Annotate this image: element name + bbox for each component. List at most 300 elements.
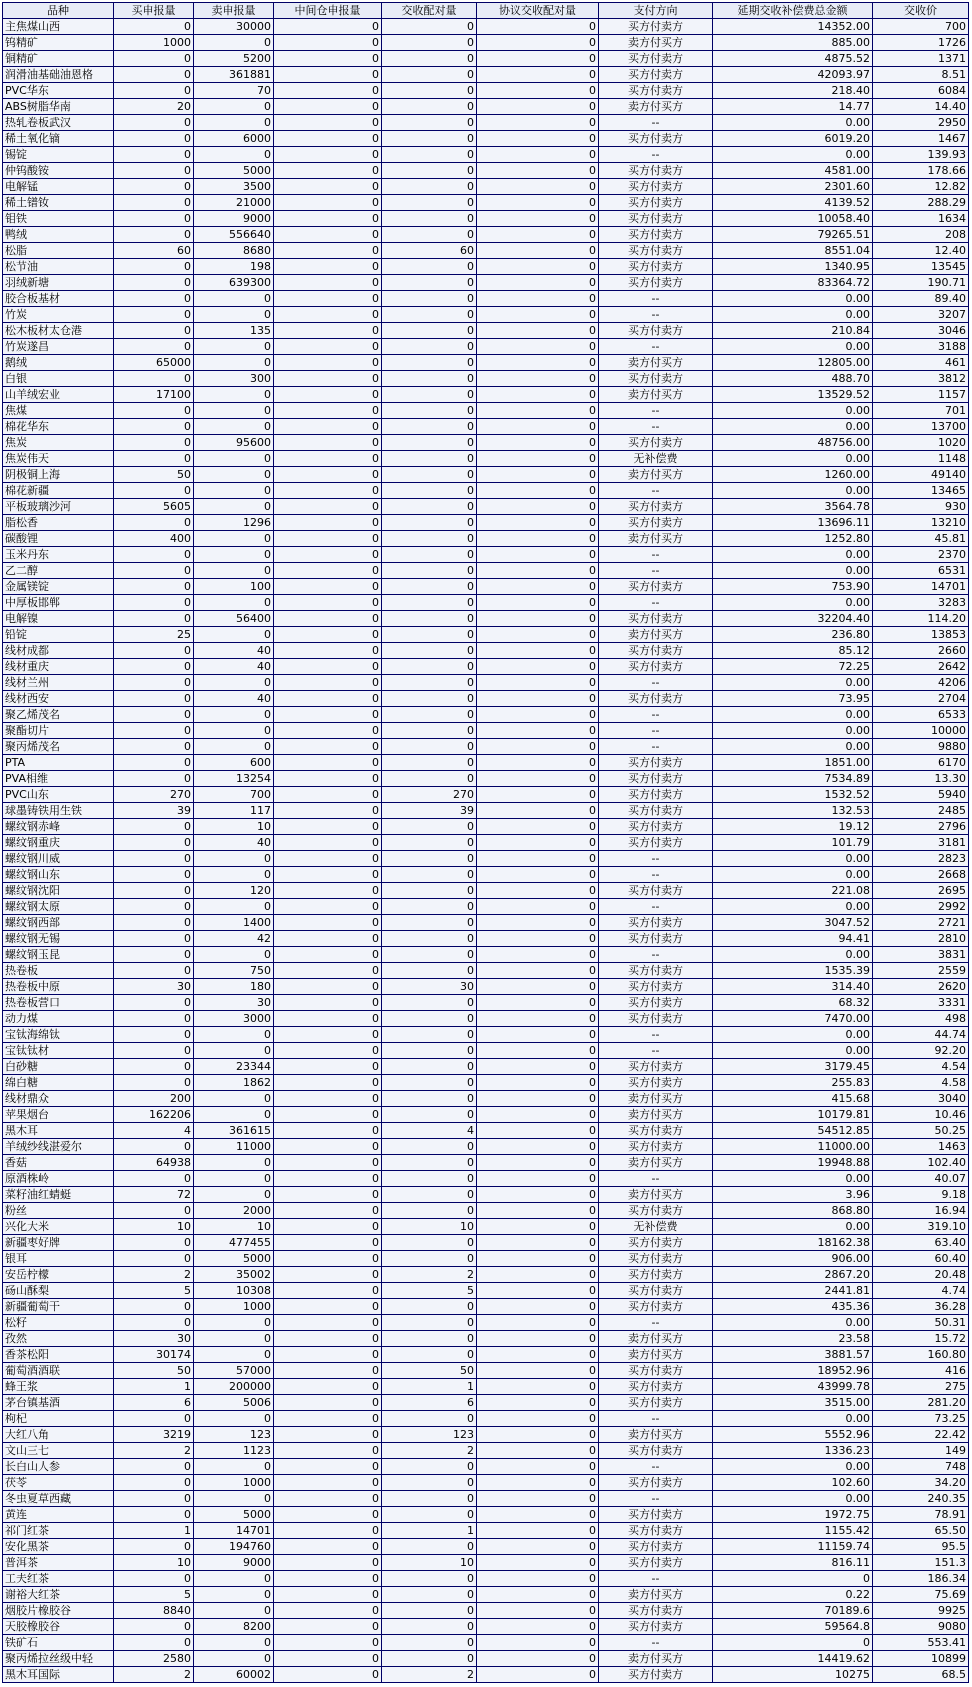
cell-variety: 聚酯切片 <box>3 723 114 739</box>
cell-compensation-total: 70189.6 <box>713 1603 873 1619</box>
cell-delivery-price: 15.72 <box>873 1331 969 1347</box>
cell-agreement-qty: 0 <box>477 1603 599 1619</box>
cell-mid-qty: 0 <box>274 467 382 483</box>
cell-pay-direction: -- <box>599 147 713 163</box>
cell-pay-direction: -- <box>599 307 713 323</box>
cell-variety: 原酒株岭 <box>3 1171 114 1187</box>
cell-buy-qty: 0 <box>114 19 194 35</box>
cell-pay-direction: 买方付卖方 <box>599 1123 713 1139</box>
cell-mid-qty: 0 <box>274 563 382 579</box>
cell-sell-qty: 0 <box>194 115 274 131</box>
cell-mid-qty: 0 <box>274 771 382 787</box>
cell-mid-qty: 0 <box>274 963 382 979</box>
table-row <box>3 19 969 35</box>
cell-sell-qty: 639300 <box>194 275 274 291</box>
cell-compensation-total: 7470.00 <box>713 1011 873 1027</box>
cell-variety: 动力煤 <box>3 1011 114 1027</box>
cell-mid-qty: 0 <box>274 339 382 355</box>
cell-matched-qty: 123 <box>382 1427 477 1443</box>
cell-agreement-qty: 0 <box>477 1059 599 1075</box>
cell-pay-direction: 买方付卖方 <box>599 579 713 595</box>
cell-mid-qty: 0 <box>274 67 382 83</box>
cell-delivery-price: 10000 <box>873 723 969 739</box>
cell-pay-direction: 买方付卖方 <box>599 1475 713 1491</box>
cell-matched-qty: 0 <box>382 771 477 787</box>
cell-sell-qty: 0 <box>194 1459 274 1475</box>
cell-matched-qty: 0 <box>382 451 477 467</box>
table-row <box>3 1507 969 1523</box>
cell-delivery-price: 208 <box>873 227 969 243</box>
cell-buy-qty: 0 <box>114 899 194 915</box>
cell-matched-qty: 0 <box>382 99 477 115</box>
cell-mid-qty: 0 <box>274 259 382 275</box>
cell-mid-qty: 0 <box>274 947 382 963</box>
cell-mid-qty: 0 <box>274 691 382 707</box>
cell-pay-direction: -- <box>599 1635 713 1651</box>
cell-delivery-price: 3331 <box>873 995 969 1011</box>
cell-agreement-qty: 0 <box>477 979 599 995</box>
cell-matched-qty: 0 <box>382 1475 477 1491</box>
cell-matched-qty: 0 <box>382 707 477 723</box>
cell-matched-qty: 0 <box>382 1139 477 1155</box>
cell-agreement-qty: 0 <box>477 1171 599 1187</box>
table-row <box>3 723 969 739</box>
cell-buy-qty: 0 <box>114 611 194 627</box>
cell-mid-qty: 0 <box>274 115 382 131</box>
cell-mid-qty: 0 <box>274 627 382 643</box>
cell-buy-qty: 0 <box>114 739 194 755</box>
cell-compensation-total: 1336.23 <box>713 1443 873 1459</box>
cell-matched-qty: 0 <box>382 819 477 835</box>
cell-buy-qty: 1 <box>114 1379 194 1395</box>
cell-compensation-total: 5552.96 <box>713 1427 873 1443</box>
cell-agreement-qty: 0 <box>477 1251 599 1267</box>
cell-buy-qty: 6 <box>114 1395 194 1411</box>
cell-matched-qty: 0 <box>382 387 477 403</box>
cell-compensation-total: 32204.40 <box>713 611 873 627</box>
cell-mid-qty: 0 <box>274 243 382 259</box>
cell-compensation-total: 0.00 <box>713 1171 873 1187</box>
table-row <box>3 691 969 707</box>
cell-pay-direction: -- <box>599 899 713 915</box>
cell-buy-qty: 0 <box>114 515 194 531</box>
table-row <box>3 963 969 979</box>
table-row <box>3 1347 969 1363</box>
cell-compensation-total: 18162.38 <box>713 1235 873 1251</box>
cell-matched-qty: 0 <box>382 851 477 867</box>
cell-compensation-total: 1155.42 <box>713 1523 873 1539</box>
cell-delivery-price: 13700 <box>873 419 969 435</box>
cell-mid-qty: 0 <box>274 659 382 675</box>
table-row <box>3 563 969 579</box>
cell-variety: 稀土镨钕 <box>3 195 114 211</box>
cell-mid-qty: 0 <box>274 579 382 595</box>
cell-compensation-total: 0.00 <box>713 1027 873 1043</box>
cell-buy-qty: 0 <box>114 1171 194 1187</box>
cell-compensation-total: 4139.52 <box>713 195 873 211</box>
cell-variety: 线材鼎众 <box>3 1091 114 1107</box>
cell-matched-qty: 0 <box>382 51 477 67</box>
cell-sell-qty: 0 <box>194 1331 274 1347</box>
cell-compensation-total: 85.12 <box>713 643 873 659</box>
table-row <box>3 915 969 931</box>
cell-compensation-total: 1972.75 <box>713 1507 873 1523</box>
cell-delivery-price: 6084 <box>873 83 969 99</box>
cell-pay-direction: -- <box>599 851 713 867</box>
cell-mid-qty: 0 <box>274 1091 382 1107</box>
cell-mid-qty: 0 <box>274 1155 382 1171</box>
table-row <box>3 611 969 627</box>
cell-buy-qty: 0 <box>114 227 194 243</box>
cell-compensation-total: 94.41 <box>713 931 873 947</box>
cell-variety: PVC华东 <box>3 83 114 99</box>
cell-mid-qty: 0 <box>274 1507 382 1523</box>
cell-buy-qty: 0 <box>114 835 194 851</box>
col-header-agreement-qty: 协议交收配对量 <box>477 3 599 19</box>
cell-compensation-total: 0.00 <box>713 403 873 419</box>
cell-mid-qty: 0 <box>274 707 382 723</box>
cell-compensation-total: 101.79 <box>713 835 873 851</box>
cell-buy-qty: 1 <box>114 1523 194 1539</box>
cell-agreement-qty: 0 <box>477 803 599 819</box>
cell-variety: 螺纹钢玉昆 <box>3 947 114 963</box>
cell-sell-qty: 30000 <box>194 19 274 35</box>
cell-mid-qty: 0 <box>274 1459 382 1475</box>
cell-variety: 黄连 <box>3 1507 114 1523</box>
cell-compensation-total: 218.40 <box>713 83 873 99</box>
table-row <box>3 1619 969 1635</box>
cell-mid-qty: 0 <box>274 899 382 915</box>
cell-variety: 螺纹钢重庆 <box>3 835 114 851</box>
cell-compensation-total: 19.12 <box>713 819 873 835</box>
cell-variety: 兴化大米 <box>3 1219 114 1235</box>
cell-delivery-price: 2660 <box>873 643 969 659</box>
cell-sell-qty: 0 <box>194 1587 274 1603</box>
cell-pay-direction: 买方付卖方 <box>599 771 713 787</box>
cell-buy-qty: 0 <box>114 115 194 131</box>
cell-compensation-total: 0.00 <box>713 291 873 307</box>
cell-variety: 松脂 <box>3 243 114 259</box>
cell-delivery-price: 114.20 <box>873 611 969 627</box>
cell-agreement-qty: 0 <box>477 787 599 803</box>
cell-pay-direction: -- <box>599 947 713 963</box>
cell-agreement-qty: 0 <box>477 499 599 515</box>
cell-sell-qty: 95600 <box>194 435 274 451</box>
cell-mid-qty: 0 <box>274 83 382 99</box>
table-row <box>3 83 969 99</box>
cell-mid-qty: 0 <box>274 1571 382 1587</box>
cell-pay-direction: -- <box>599 563 713 579</box>
table-row <box>3 1011 969 1027</box>
cell-mid-qty: 0 <box>274 387 382 403</box>
cell-pay-direction: -- <box>599 707 713 723</box>
cell-delivery-price: 34.20 <box>873 1475 969 1491</box>
cell-variety: 苹果烟台 <box>3 1107 114 1123</box>
cell-variety: 黑木耳国际 <box>3 1667 114 1683</box>
cell-agreement-qty: 0 <box>477 1379 599 1395</box>
table-row <box>3 1123 969 1139</box>
table-row <box>3 435 969 451</box>
cell-compensation-total: 906.00 <box>713 1251 873 1267</box>
cell-variety: 螺纹钢西部 <box>3 915 114 931</box>
cell-buy-qty: 0 <box>114 595 194 611</box>
cell-matched-qty: 0 <box>382 163 477 179</box>
cell-compensation-total: 0.00 <box>713 451 873 467</box>
table-row <box>3 579 969 595</box>
cell-agreement-qty: 0 <box>477 1395 599 1411</box>
cell-delivery-price: 12.40 <box>873 243 969 259</box>
cell-buy-qty: 0 <box>114 1075 194 1091</box>
cell-pay-direction: 买方付卖方 <box>599 323 713 339</box>
cell-mid-qty: 0 <box>274 1107 382 1123</box>
cell-agreement-qty: 0 <box>477 755 599 771</box>
cell-delivery-price: 13545 <box>873 259 969 275</box>
cell-agreement-qty: 0 <box>477 1267 599 1283</box>
cell-delivery-price: 13.30 <box>873 771 969 787</box>
cell-delivery-price: 3283 <box>873 595 969 611</box>
cell-delivery-price: 2796 <box>873 819 969 835</box>
cell-pay-direction: 买方付卖方 <box>599 835 713 851</box>
cell-delivery-price: 10899 <box>873 1651 969 1667</box>
cell-sell-qty: 40 <box>194 691 274 707</box>
cell-delivery-price: 65.50 <box>873 1523 969 1539</box>
cell-matched-qty: 0 <box>382 259 477 275</box>
cell-compensation-total: 0.00 <box>713 147 873 163</box>
cell-pay-direction: -- <box>599 291 713 307</box>
cell-buy-qty: 0 <box>114 1411 194 1427</box>
cell-agreement-qty: 0 <box>477 451 599 467</box>
cell-variety: 脂松香 <box>3 515 114 531</box>
cell-compensation-total: 4581.00 <box>713 163 873 179</box>
cell-delivery-price: 5940 <box>873 787 969 803</box>
cell-sell-qty: 0 <box>194 1027 274 1043</box>
cell-pay-direction: 买方付卖方 <box>599 1075 713 1091</box>
cell-sell-qty: 35002 <box>194 1267 274 1283</box>
cell-compensation-total: 1535.39 <box>713 963 873 979</box>
cell-agreement-qty: 0 <box>477 339 599 355</box>
cell-sell-qty: 0 <box>194 483 274 499</box>
table-row <box>3 531 969 547</box>
cell-mid-qty: 0 <box>274 1555 382 1571</box>
cell-compensation-total: 10179.81 <box>713 1107 873 1123</box>
cell-matched-qty: 6 <box>382 1395 477 1411</box>
cell-compensation-total: 11000.00 <box>713 1139 873 1155</box>
cell-delivery-price: 553.41 <box>873 1635 969 1651</box>
cell-buy-qty: 0 <box>114 1235 194 1251</box>
cell-compensation-total: 0.00 <box>713 547 873 563</box>
table-row <box>3 739 969 755</box>
cell-variety: 工夫红茶 <box>3 1571 114 1587</box>
cell-matched-qty: 1 <box>382 1379 477 1395</box>
table-row <box>3 1539 969 1555</box>
cell-sell-qty: 0 <box>194 339 274 355</box>
cell-agreement-qty: 0 <box>477 595 599 611</box>
cell-buy-qty: 0 <box>114 163 194 179</box>
cell-sell-qty: 750 <box>194 963 274 979</box>
cell-matched-qty: 0 <box>382 147 477 163</box>
cell-buy-qty: 0 <box>114 275 194 291</box>
cell-sell-qty: 0 <box>194 595 274 611</box>
cell-matched-qty: 0 <box>382 659 477 675</box>
cell-pay-direction: 买方付卖方 <box>599 211 713 227</box>
cell-mid-qty: 0 <box>274 1347 382 1363</box>
cell-matched-qty: 0 <box>382 1011 477 1027</box>
cell-mid-qty: 0 <box>274 451 382 467</box>
table-row <box>3 499 969 515</box>
cell-pay-direction: 无补偿费 <box>599 451 713 467</box>
cell-delivery-price: 4206 <box>873 675 969 691</box>
cell-variety: 祁门红茶 <box>3 1523 114 1539</box>
cell-pay-direction: 买方付卖方 <box>599 1539 713 1555</box>
table-row <box>3 851 969 867</box>
table-header-row <box>3 3 969 19</box>
cell-matched-qty: 0 <box>382 419 477 435</box>
cell-pay-direction: 买方付卖方 <box>599 963 713 979</box>
cell-variety: 玉米丹东 <box>3 547 114 563</box>
cell-agreement-qty: 0 <box>477 883 599 899</box>
cell-agreement-qty: 0 <box>477 627 599 643</box>
cell-agreement-qty: 0 <box>477 1555 599 1571</box>
table-row <box>3 627 969 643</box>
cell-compensation-total: 210.84 <box>713 323 873 339</box>
cell-pay-direction: 买方付卖方 <box>599 163 713 179</box>
cell-sell-qty: 0 <box>194 467 274 483</box>
table-row <box>3 595 969 611</box>
delivery-table <box>2 2 969 1683</box>
cell-delivery-price: 3207 <box>873 307 969 323</box>
cell-sell-qty: 0 <box>194 291 274 307</box>
cell-buy-qty: 0 <box>114 771 194 787</box>
cell-delivery-price: 1157 <box>873 387 969 403</box>
cell-delivery-price: 12.82 <box>873 179 969 195</box>
col-header-compensation-total: 延期交收补偿费总金额 <box>713 3 873 19</box>
cell-compensation-total: 13529.52 <box>713 387 873 403</box>
cell-agreement-qty: 0 <box>477 1315 599 1331</box>
cell-buy-qty: 0 <box>114 1059 194 1075</box>
cell-mid-qty: 0 <box>274 435 382 451</box>
cell-mid-qty: 0 <box>274 867 382 883</box>
cell-delivery-price: 139.93 <box>873 147 969 163</box>
table-row <box>3 979 969 995</box>
cell-buy-qty: 0 <box>114 419 194 435</box>
cell-delivery-price: 2810 <box>873 931 969 947</box>
cell-pay-direction: 买方付卖方 <box>599 1299 713 1315</box>
col-header-matched-qty: 交收配对量 <box>382 3 477 19</box>
cell-agreement-qty: 0 <box>477 1043 599 1059</box>
table-row <box>3 115 969 131</box>
cell-delivery-price: 2485 <box>873 803 969 819</box>
cell-agreement-qty: 0 <box>477 131 599 147</box>
cell-matched-qty: 0 <box>382 483 477 499</box>
cell-variety: 竹炭遂昌 <box>3 339 114 355</box>
cell-mid-qty: 0 <box>274 739 382 755</box>
cell-sell-qty: 40 <box>194 835 274 851</box>
cell-agreement-qty: 0 <box>477 35 599 51</box>
cell-matched-qty: 0 <box>382 355 477 371</box>
cell-matched-qty: 0 <box>382 1619 477 1635</box>
cell-pay-direction: 买方付卖方 <box>599 83 713 99</box>
cell-pay-direction: 买方付卖方 <box>599 1363 713 1379</box>
cell-agreement-qty: 0 <box>477 947 599 963</box>
cell-compensation-total: 0.00 <box>713 1411 873 1427</box>
table-row <box>3 163 969 179</box>
cell-delivery-price: 49140 <box>873 467 969 483</box>
cell-variety: 铅锭 <box>3 627 114 643</box>
table-row <box>3 659 969 675</box>
table-row <box>3 1091 969 1107</box>
cell-matched-qty: 0 <box>382 1091 477 1107</box>
cell-delivery-price: 748 <box>873 1459 969 1475</box>
cell-sell-qty: 0 <box>194 707 274 723</box>
table-row <box>3 1075 969 1091</box>
cell-sell-qty: 0 <box>194 1155 274 1171</box>
cell-buy-qty: 0 <box>114 483 194 499</box>
cell-buy-qty: 0 <box>114 1315 194 1331</box>
cell-buy-qty: 0 <box>114 435 194 451</box>
cell-delivery-price: 2823 <box>873 851 969 867</box>
table-row <box>3 403 969 419</box>
cell-delivery-price: 2370 <box>873 547 969 563</box>
cell-agreement-qty: 0 <box>477 99 599 115</box>
cell-agreement-qty: 0 <box>477 611 599 627</box>
cell-agreement-qty: 0 <box>477 547 599 563</box>
cell-matched-qty: 0 <box>382 1187 477 1203</box>
table-row <box>3 243 969 259</box>
cell-delivery-price: 281.20 <box>873 1395 969 1411</box>
cell-sell-qty: 60002 <box>194 1667 274 1683</box>
cell-mid-qty: 0 <box>274 1123 382 1139</box>
cell-buy-qty: 0 <box>114 195 194 211</box>
table-row <box>3 179 969 195</box>
cell-mid-qty: 0 <box>274 1027 382 1043</box>
col-header-pay-direction: 支付方向 <box>599 3 713 19</box>
cell-matched-qty: 0 <box>382 115 477 131</box>
cell-matched-qty: 0 <box>382 611 477 627</box>
cell-mid-qty: 0 <box>274 1523 382 1539</box>
cell-sell-qty: 11000 <box>194 1139 274 1155</box>
cell-agreement-qty: 0 <box>477 1107 599 1123</box>
cell-matched-qty: 39 <box>382 803 477 819</box>
cell-buy-qty: 30 <box>114 979 194 995</box>
table-row <box>3 771 969 787</box>
cell-variety: 润滑油基础油恩格 <box>3 67 114 83</box>
cell-buy-qty: 2 <box>114 1267 194 1283</box>
cell-mid-qty: 0 <box>274 611 382 627</box>
table-row <box>3 1043 969 1059</box>
table-row <box>3 1491 969 1507</box>
cell-matched-qty: 0 <box>382 1347 477 1363</box>
cell-variety: 砀山酥梨 <box>3 1283 114 1299</box>
cell-delivery-price: 3188 <box>873 339 969 355</box>
cell-variety: PTA <box>3 755 114 771</box>
cell-delivery-price: 50.25 <box>873 1123 969 1139</box>
cell-compensation-total: 132.53 <box>713 803 873 819</box>
cell-sell-qty: 57000 <box>194 1363 274 1379</box>
cell-agreement-qty: 0 <box>477 211 599 227</box>
cell-agreement-qty: 0 <box>477 1523 599 1539</box>
cell-agreement-qty: 0 <box>477 1203 599 1219</box>
table-row <box>3 483 969 499</box>
table-row <box>3 883 969 899</box>
cell-buy-qty: 0 <box>114 915 194 931</box>
cell-buy-qty: 0 <box>114 371 194 387</box>
cell-delivery-price: 13210 <box>873 515 969 531</box>
cell-mid-qty: 0 <box>274 1315 382 1331</box>
cell-sell-qty: 5000 <box>194 163 274 179</box>
cell-buy-qty: 10 <box>114 1555 194 1571</box>
cell-delivery-price: 2992 <box>873 899 969 915</box>
cell-sell-qty: 0 <box>194 499 274 515</box>
